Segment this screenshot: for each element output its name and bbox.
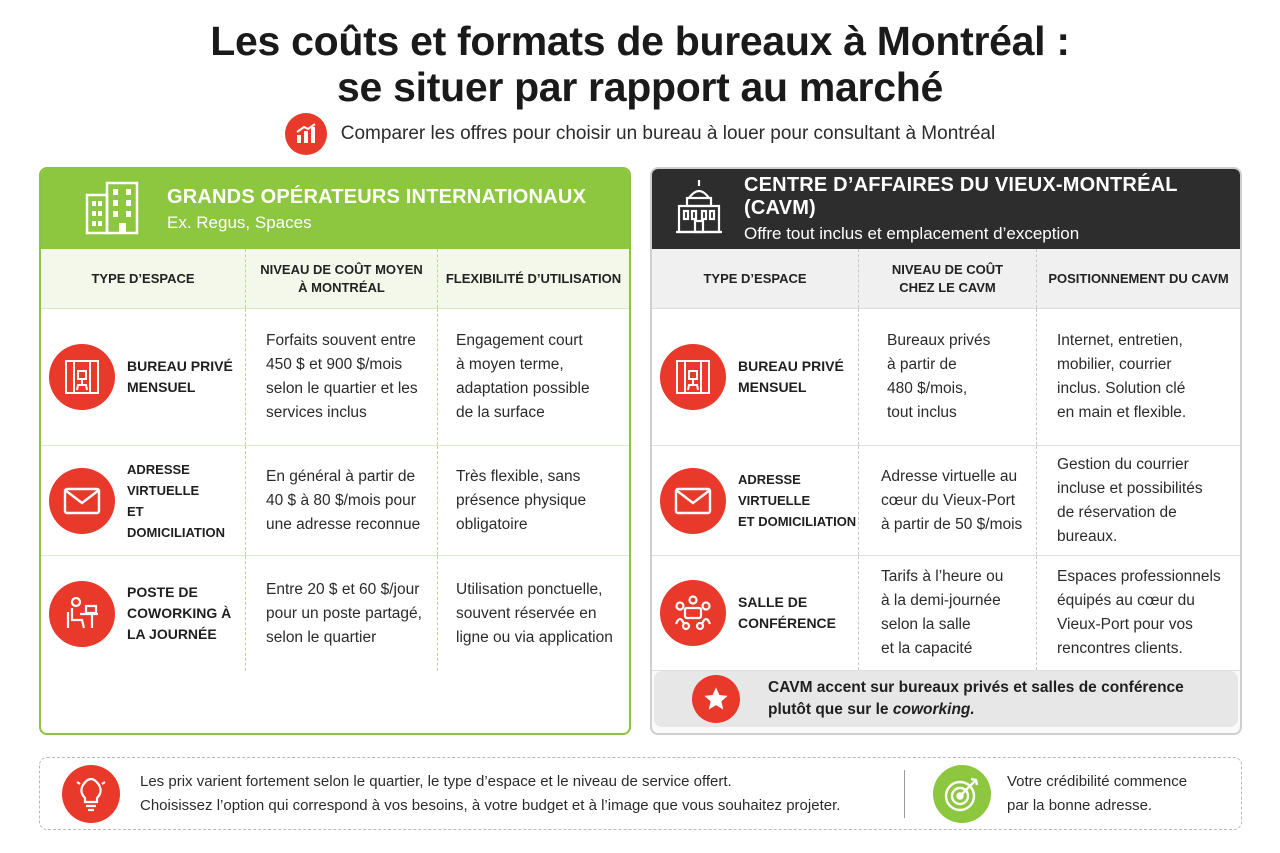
- table-row: [652, 556, 1240, 671]
- table-header: [41, 249, 629, 309]
- positioning-cell: Internet, entretien, mobilier, courrier inclus. Solution clé en main et flexible.: [1036, 309, 1240, 445]
- conference-room-icon: [660, 580, 726, 646]
- table-row: [41, 309, 629, 446]
- positioning-cell: Gestion du courrier incluse et possibilités de réservation de bureaux.: [1036, 446, 1240, 555]
- cost-cell: En général à partir de 40 $ à 80 $/mois pour une adresse reconnue: [245, 446, 437, 555]
- table-row: [652, 446, 1240, 556]
- footer-text-line-2: Choisissez l’option qui correspond à vos besoins, à votre budget et à l’image que vous souhaitez projeter.: [140, 796, 841, 814]
- footer-slogan-line-1: Votre crédibilité commence: [1007, 772, 1188, 790]
- table-row: [41, 556, 629, 671]
- space-type-label: BUREAU PRIVÉ MENSUEL: [738, 358, 844, 395]
- panel-title: CENTRE D’AFFAIRES DU VIEUX-MONTRÉAL (CAVM): [744, 174, 1178, 219]
- private-office-icon: [660, 344, 726, 410]
- table-row: [652, 309, 1240, 446]
- international-operators-panel: [39, 167, 631, 735]
- star-icon: [692, 675, 740, 723]
- space-type-label: SALLE DE CONFÉRENCE: [738, 594, 837, 631]
- table-header: [652, 249, 1240, 309]
- cavm-panel: [650, 167, 1242, 735]
- page-title: [0, 18, 1280, 110]
- cost-cell: Entre 20 $ et 60 $/jour pour un poste partagé, selon le quartier: [245, 556, 437, 671]
- bar-chart-icon: [285, 113, 327, 155]
- cost-cell: Forfaits souvent entre 450 $ et 900 $/mois selon le quartier et les services inclus: [245, 309, 437, 445]
- target-icon: [933, 765, 991, 823]
- panel-subtitle: Offre tout inclus et emplacement d’exception: [744, 224, 1080, 243]
- flexibility-cell: Très flexible, sans présence physique obligatoire: [437, 446, 629, 555]
- footer-divider: [904, 770, 905, 818]
- office-building-icon: [83, 179, 141, 240]
- cost-cell: Adresse virtuelle au cœur du Vieux-Port à partir de 50 $/mois: [858, 446, 1036, 555]
- table-row: [41, 446, 629, 556]
- note-line-1: CAVM accent sur bureaux privés et salles de conférence: [768, 679, 1184, 696]
- positioning-cell: Espaces professionnels équipés au cœur du Vieux-Port pour vos rencontres clients.: [1036, 556, 1240, 670]
- space-type-label: ADRESSE VIRTUELLE ET DOMICILIATION: [738, 472, 857, 529]
- panel-subtitle: Ex. Regus, Spaces: [167, 212, 312, 232]
- panel-header: [652, 169, 1240, 249]
- historic-building-icon: [674, 178, 724, 241]
- column-header: TYPE D’ESPACE: [91, 270, 195, 286]
- footer-slogan-line-2: par la bonne adresse.: [1007, 796, 1153, 814]
- envelope-icon: [660, 468, 726, 534]
- title-line-1: Les coûts et formats de bureaux à Montréal :: [210, 18, 1070, 64]
- column-header: NIVEAU DE COÛT MOYEN À MONTRÉAL: [245, 249, 437, 308]
- envelope-icon: [49, 468, 115, 534]
- coworking-desk-icon: [49, 581, 115, 647]
- column-header: TYPE D’ESPACE: [703, 270, 807, 286]
- space-type-label: BUREAU PRIVÉ MENSUEL: [127, 358, 233, 395]
- cavm-highlight-note: [654, 671, 1238, 727]
- private-office-icon: [49, 344, 115, 410]
- lightbulb-icon: [62, 765, 120, 823]
- footer-text-line-1: Les prix varient fortement selon le quartier, le type d’espace et le niveau de service offert.: [140, 772, 732, 790]
- subtitle-row: [0, 113, 1280, 155]
- space-type-label: POSTE DE COWORKING À LA JOURNÉE: [127, 584, 232, 642]
- space-type-label: ADRESSE VIRTUELLE ET DOMICILIATION: [127, 461, 225, 540]
- cost-cell: Tarifs à l’heure ou à la demi-journée selon la salle et la capacité: [858, 556, 1036, 670]
- column-header: POSITIONNEMENT DU CAVM: [1036, 249, 1240, 308]
- panel-header: [41, 169, 629, 249]
- note-line-2: plutôt que sur le coworking.: [768, 701, 975, 718]
- column-header: FLEXIBILITÉ D’UTILISATION: [437, 249, 629, 308]
- flexibility-cell: Engagement court à moyen terme, adaptation possible de la surface: [437, 309, 629, 445]
- cost-cell: Bureaux privés à partir de 480 $/mois, tout inclus: [858, 309, 1036, 445]
- page-subtitle: Comparer les offres pour choisir un bureau à louer pour consultant à Montréal: [340, 123, 996, 144]
- flexibility-cell: Utilisation ponctuelle, souvent réservée en ligne ou via application: [437, 556, 629, 671]
- title-line-2: se situer par rapport au marché: [337, 64, 943, 110]
- column-header: NIVEAU DE COÛT CHEZ LE CAVM: [858, 249, 1036, 308]
- footer-box: [39, 757, 1242, 830]
- panel-title: GRANDS OPÉRATEURS INTERNATIONAUX: [167, 185, 587, 208]
